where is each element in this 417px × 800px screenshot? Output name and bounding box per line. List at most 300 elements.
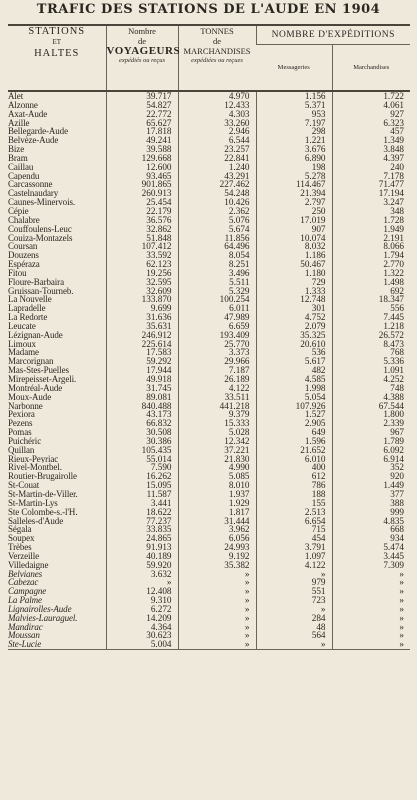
voyageurs-header-line4: expédiés ou reçus [119, 57, 165, 64]
marchandises-value: 6.323 [332, 119, 410, 128]
voyageurs-value: 36.576 [106, 216, 178, 225]
marchandises-value: 967 [332, 428, 410, 437]
table-row [8, 101, 410, 110]
marchandises-value: 348 [332, 207, 410, 216]
marchandises-value: 927 [332, 110, 410, 119]
tonnes-value: 25.770 [178, 340, 256, 349]
tonnes-value: 11.856 [178, 234, 256, 243]
marchandises-value: 67.544 [332, 402, 410, 411]
marchandises-value: 3.848 [332, 145, 410, 154]
voyageurs-value: 66.832 [106, 419, 178, 428]
tonnes-value: 22.841 [178, 154, 256, 163]
station-name: Verzeille [8, 551, 40, 561]
voyageurs-value: 260.913 [106, 189, 178, 198]
tonnes-value: 3.373 [178, 348, 256, 357]
table-row [8, 163, 410, 172]
station-name: Azille [8, 118, 30, 128]
station-name: Capendu [8, 171, 40, 181]
station-name: Fitou [8, 268, 27, 278]
station-name: Belvèze-Aude [8, 136, 59, 146]
tonnes-value: 7.187 [178, 366, 256, 375]
voyageurs-value: 246.912 [106, 331, 178, 340]
expeditions-group-header: NOMBRE D'EXPÉDITIONS [256, 25, 410, 45]
tonnes-value: 4.303 [178, 110, 256, 119]
station-name: Castelnaudary [8, 189, 59, 199]
voyageurs-value: 35.631 [106, 322, 178, 331]
station-name: Caunes-Minervois. [8, 198, 76, 207]
table-row [8, 578, 410, 587]
tonnes-value: 23.257 [178, 145, 256, 154]
station-name: Ste Colombe-s.-l'H. [8, 507, 78, 517]
voyageurs-value: 133.870 [106, 295, 178, 304]
table-row [8, 198, 410, 207]
marchandises-value: 748 [332, 384, 410, 393]
table-row [8, 490, 410, 499]
table-row [8, 269, 410, 278]
marchandises-value: 768 [332, 348, 410, 357]
marchandises-value: 1.722 [332, 91, 410, 101]
marchandises-value: 1.322 [332, 269, 410, 278]
station-name: Salleles-d'Aude [8, 516, 64, 526]
voyageurs-value: 17.818 [106, 127, 178, 136]
marchandises-value: 4.252 [332, 375, 410, 384]
messageries-value: 3.791 [256, 543, 332, 552]
table-row [8, 145, 410, 154]
voyageurs-value: 32.609 [106, 287, 178, 296]
marchandises-value: 2.339 [332, 419, 410, 428]
messageries-value: 298 [256, 127, 332, 136]
messageries-value: 4.585 [256, 375, 332, 384]
marchandises-count-header: Marchandises [332, 45, 410, 91]
messageries-value: 454 [256, 534, 332, 543]
tonnes-value: 193.409 [178, 331, 256, 340]
voyageurs-value: 6.272 [106, 605, 178, 614]
table-row [8, 110, 410, 119]
station-name: Marcorignan [8, 357, 54, 367]
voyageurs-value: 7.590 [106, 463, 178, 472]
marchandises-value: 4.397 [332, 154, 410, 163]
messageries-value: 3.676 [256, 145, 332, 154]
marchandises-value: 4.388 [332, 393, 410, 402]
tonnes-value: 6.544 [178, 136, 256, 145]
table-row [8, 623, 410, 632]
tonnes-value: 5.028 [178, 428, 256, 437]
voyageurs-value: 5.004 [106, 640, 178, 649]
table-row [8, 242, 410, 251]
table-row [8, 552, 410, 561]
messageries-value: 1.097 [256, 552, 332, 561]
tonnes-value: » [178, 587, 256, 596]
station-name: Carcassonne [8, 180, 53, 190]
station-name: Bize [8, 145, 25, 154]
station-name: Chalabre [8, 215, 40, 225]
tonnes-value: 5.674 [178, 225, 256, 234]
table-row [8, 260, 410, 269]
table-row [8, 437, 410, 446]
messageries-value: 400 [256, 463, 332, 472]
messageries-value: 1.596 [256, 437, 332, 446]
tonnes-value: » [178, 570, 256, 579]
voyageurs-value: 77.237 [106, 517, 178, 526]
table-row [8, 463, 410, 472]
tonnes-value: 8.010 [178, 481, 256, 490]
voyageurs-header-line1: Nombre [128, 26, 156, 36]
station-name: Soupex [8, 534, 35, 544]
voyageurs-value: 51.848 [106, 234, 178, 243]
tonnes-value: 227.462 [178, 180, 256, 189]
messageries-value: 786 [256, 481, 332, 490]
table-row [8, 508, 410, 517]
station-name: Routier-Brugairolle [8, 472, 77, 482]
messageries-value: 21.394 [256, 189, 332, 198]
station-name: Alzonne [8, 100, 38, 110]
messageries-value: 35.325 [256, 331, 332, 340]
voyageurs-value: » [106, 578, 178, 587]
table-row [8, 428, 410, 437]
station-name: Ste-Lucie [8, 640, 106, 649]
table-row [8, 393, 410, 402]
voyageurs-value: 19.256 [106, 269, 178, 278]
table-row [8, 570, 410, 579]
voyageurs-value: 30.508 [106, 428, 178, 437]
marchandises-value: 388 [332, 499, 410, 508]
tonnes-value: 31.444 [178, 517, 256, 526]
voyageurs-value: 9.310 [106, 596, 178, 605]
voyageurs-value: 3.632 [106, 570, 178, 579]
table-row [8, 189, 410, 198]
messageries-value: 715 [256, 525, 332, 534]
messageries-value: 1.333 [256, 287, 332, 296]
marchandises-header-line1: TONNES [200, 26, 234, 36]
table-row [8, 410, 410, 419]
messageries-value: 284 [256, 614, 332, 623]
messageries-value: 723 [256, 596, 332, 605]
voyageurs-value: 62.123 [106, 260, 178, 269]
marchandises-header-line3: MARCHANDISES [183, 46, 251, 56]
marchandises-value: 920 [332, 472, 410, 481]
marchandises-header-line2: de [212, 36, 222, 46]
marchandises-value: 18.347 [332, 295, 410, 304]
messageries-value: 7.197 [256, 119, 332, 128]
table-row [8, 119, 410, 128]
table-row [8, 278, 410, 287]
marchandises-value: 4.061 [332, 101, 410, 110]
messageries-value: 612 [256, 472, 332, 481]
station-name: La Nouvelle [8, 295, 52, 305]
tonnes-value: 1.929 [178, 499, 256, 508]
messageries-value: 2.079 [256, 322, 332, 331]
stations-header [8, 25, 106, 91]
tonnes-value: 5.511 [178, 278, 256, 287]
voyageurs-value: 55.014 [106, 455, 178, 464]
table-row [8, 304, 410, 313]
table-row [8, 640, 410, 649]
tonnes-value: 6.659 [178, 322, 256, 331]
marchandises-value: 2.191 [332, 234, 410, 243]
voyageurs-value: 25.454 [106, 198, 178, 207]
station-name: Rieux-Peyriac [8, 454, 59, 464]
tonnes-value: 9.192 [178, 552, 256, 561]
voyageurs-value: 107.412 [106, 242, 178, 251]
table-row [8, 313, 410, 322]
tonnes-value: 35.382 [178, 561, 256, 570]
marchandises-value: 457 [332, 127, 410, 136]
table-row [8, 251, 410, 260]
tonnes-value: 10.426 [178, 198, 256, 207]
messageries-value: 4.122 [256, 561, 332, 570]
marchandises-value: 1.794 [332, 251, 410, 260]
messageries-header: Messageries [256, 45, 332, 91]
marchandises-value: » [332, 605, 410, 614]
station-name: Bram [8, 153, 28, 163]
station-name: St-Martin-de-Viller. [8, 489, 78, 499]
table-row [8, 534, 410, 543]
tonnes-value: 2.946 [178, 127, 256, 136]
tonnes-value: 12.433 [178, 101, 256, 110]
table-row [8, 631, 410, 640]
marchandises-value: 3.247 [332, 198, 410, 207]
table-row [8, 543, 410, 552]
voyageurs-value: 901.865 [106, 180, 178, 189]
marchandises-value: 8.473 [332, 340, 410, 349]
tonnes-value: 3.496 [178, 269, 256, 278]
voyageurs-value: 65.627 [106, 119, 178, 128]
voyageurs-value: 18.622 [106, 508, 178, 517]
messageries-value: 107.926 [256, 402, 332, 411]
table-row [8, 587, 410, 596]
tonnes-value: 12.342 [178, 437, 256, 446]
voyageurs-value: 93.465 [106, 172, 178, 181]
stations-header-line3: HALTES [34, 48, 80, 59]
tonnes-value: » [178, 596, 256, 605]
voyageurs-value: 22.772 [106, 110, 178, 119]
marchandises-value: 668 [332, 525, 410, 534]
station-name: Coursan [8, 242, 38, 252]
table-row [8, 499, 410, 508]
marchandises-value: 692 [332, 287, 410, 296]
tonnes-value: 4.990 [178, 463, 256, 472]
marchandises-value: 1.498 [332, 278, 410, 287]
tonnes-value: 26.189 [178, 375, 256, 384]
tonnes-value: 2.362 [178, 207, 256, 216]
voyageurs-value: 39.717 [106, 91, 178, 101]
messageries-value: 5.371 [256, 101, 332, 110]
marchandises-header-line4: expédiées ou reçues [191, 57, 243, 64]
marchandises-value: 17.194 [332, 189, 410, 198]
marchandises-value: 71.477 [332, 180, 410, 189]
marchandises-value: 4.835 [332, 517, 410, 526]
station-name: Floure-Barbaira [8, 277, 64, 287]
marchandises-value: 1.800 [332, 410, 410, 419]
table-row [8, 605, 410, 614]
messageries-value: 301 [256, 304, 332, 313]
table-row [8, 172, 410, 181]
tonnes-value: 9.379 [178, 410, 256, 419]
marchandises-value: 934 [332, 534, 410, 543]
tonnes-value: 6.011 [178, 304, 256, 313]
voyageurs-value: 32.595 [106, 278, 178, 287]
station-name: St-Couat [8, 481, 40, 490]
messageries-value: 979 [256, 578, 332, 587]
messageries-value: 729 [256, 278, 332, 287]
station-name: Mas-Stes-Puelles [8, 366, 69, 375]
table-row [8, 419, 410, 428]
tonnes-value: » [178, 614, 256, 623]
tonnes-value: 29.966 [178, 357, 256, 366]
station-name: Pomas [8, 428, 32, 437]
station-name: Espéraza [8, 260, 40, 269]
voyageurs-value: 59.292 [106, 357, 178, 366]
marchandises-value: 1.789 [332, 437, 410, 446]
voyageurs-value: 89.081 [106, 393, 178, 402]
tonnes-value: 15.333 [178, 419, 256, 428]
table-row [8, 127, 410, 136]
messageries-value: » [256, 640, 332, 649]
station-name: Bellegarde-Aude [8, 127, 68, 137]
tonnes-value: 37.221 [178, 446, 256, 455]
marchandises-value: 1.091 [332, 366, 410, 375]
table-row [8, 287, 410, 296]
messageries-value: 250 [256, 207, 332, 216]
marchandises-value: 352 [332, 463, 410, 472]
messageries-value: 198 [256, 163, 332, 172]
station-name: Cabezac [8, 578, 39, 588]
tonnes-value: » [178, 605, 256, 614]
tonnes-value: 33.511 [178, 393, 256, 402]
voyageurs-value: 59.920 [106, 561, 178, 570]
tonnes-value: » [178, 631, 256, 640]
station-name: Quillan [8, 445, 35, 455]
voyageurs-header [106, 25, 181, 91]
marchandises-value: 1.349 [332, 136, 410, 145]
tonnes-value: 54.248 [178, 189, 256, 198]
tonnes-value: 5.085 [178, 472, 256, 481]
marchandises-value: 2.770 [332, 260, 410, 269]
voyageurs-value: 12.408 [106, 587, 178, 596]
table-row [8, 402, 410, 411]
messageries-value: 188 [256, 490, 332, 499]
tonnes-value: 8.251 [178, 260, 256, 269]
station-name: Puichéric [8, 436, 42, 446]
table-row [8, 455, 410, 464]
table-row [8, 561, 410, 570]
messageries-value: 649 [256, 428, 332, 437]
marchandises-value: » [332, 631, 410, 640]
table-row [8, 614, 410, 623]
station-name: Alet [8, 91, 24, 101]
marchandises-header [178, 25, 256, 91]
station-name: Couiza-Montazels [8, 233, 73, 243]
station-name: Leucate [8, 321, 36, 331]
stations-header-line2: ET [52, 38, 62, 46]
voyageurs-value: 840.488 [106, 402, 178, 411]
tonnes-value: 64.496 [178, 242, 256, 251]
station-name: Pexiora [8, 410, 35, 420]
table-row [8, 472, 410, 481]
marchandises-value: 7.178 [332, 172, 410, 181]
station-name: Mirepeisset-Argeli. [8, 375, 77, 384]
station-name: St-Martin-Lys [8, 498, 58, 508]
table-row [8, 225, 410, 234]
messageries-value: 21.652 [256, 446, 332, 455]
messageries-value: 114.467 [256, 180, 332, 189]
voyageurs-value: 129.668 [106, 154, 178, 163]
marchandises-value: » [332, 596, 410, 605]
station-name: Mandirac [8, 622, 43, 632]
marchandises-value: » [332, 640, 410, 649]
messageries-value: 2.513 [256, 508, 332, 517]
table-row [8, 348, 410, 357]
marchandises-value: 6.914 [332, 455, 410, 464]
voyageurs-value: 12.600 [106, 163, 178, 172]
voyageurs-value: 15.095 [106, 481, 178, 490]
table-row [8, 216, 410, 225]
tonnes-value: 8.054 [178, 251, 256, 260]
voyageurs-value: 11.587 [106, 490, 178, 499]
tonnes-value: 1.817 [178, 508, 256, 517]
voyageurs-value: 54.827 [106, 101, 178, 110]
marchandises-value: 1.728 [332, 216, 410, 225]
voyageurs-value: 9.699 [106, 304, 178, 313]
page-title: TRAFIC DES STATIONS DE L'AUDE EN 1904 [36, 2, 381, 17]
voyageurs-value: 16.262 [106, 472, 178, 481]
table-body [8, 91, 410, 650]
voyageurs-value: 33.835 [106, 525, 178, 534]
table-row [8, 481, 410, 490]
messageries-value: 1.527 [256, 410, 332, 419]
marchandises-value: 6.092 [332, 446, 410, 455]
station-name: La Palme [8, 596, 42, 605]
messageries-value: 482 [256, 366, 332, 375]
messageries-value: 155 [256, 499, 332, 508]
tonnes-value: 5.329 [178, 287, 256, 296]
messageries-value: 48 [256, 623, 332, 632]
tonnes-value: 43.291 [178, 172, 256, 181]
tonnes-value: 4.122 [178, 384, 256, 393]
voyageurs-value: 49.241 [106, 136, 178, 145]
messageries-value: 564 [256, 631, 332, 640]
voyageurs-value: 39.588 [106, 145, 178, 154]
tonnes-value: 100.254 [178, 295, 256, 304]
table-row [8, 357, 410, 366]
messageries-value: 6.654 [256, 517, 332, 526]
station-name: Ségala [8, 525, 32, 535]
marchandises-value: 1.218 [332, 322, 410, 331]
marchandises-value: » [332, 570, 410, 579]
table-row [8, 295, 410, 304]
table-row [8, 331, 410, 340]
marchandises-value: 1.949 [332, 225, 410, 234]
voyageurs-value: 30.386 [106, 437, 178, 446]
tonnes-value: » [178, 578, 256, 587]
station-name: Villedaigne [8, 560, 49, 570]
tonnes-value: 4.970 [178, 91, 256, 101]
table-row [8, 596, 410, 605]
station-name: Cépie [8, 206, 29, 216]
table-row [8, 207, 410, 216]
table-row [8, 340, 410, 349]
tonnes-value: » [178, 623, 256, 632]
station-name: Montréal-Aude [8, 383, 63, 393]
messageries-value: 2.905 [256, 419, 332, 428]
voyageurs-value: 91.913 [106, 543, 178, 552]
marchandises-value: 377 [332, 490, 410, 499]
station-name: Narbonne [8, 401, 43, 411]
station-name: Axat-Aude [8, 109, 48, 119]
voyageurs-header-line2: de [137, 36, 147, 46]
voyageurs-value: 3.441 [106, 499, 178, 508]
tonnes-value: 3.962 [178, 525, 256, 534]
